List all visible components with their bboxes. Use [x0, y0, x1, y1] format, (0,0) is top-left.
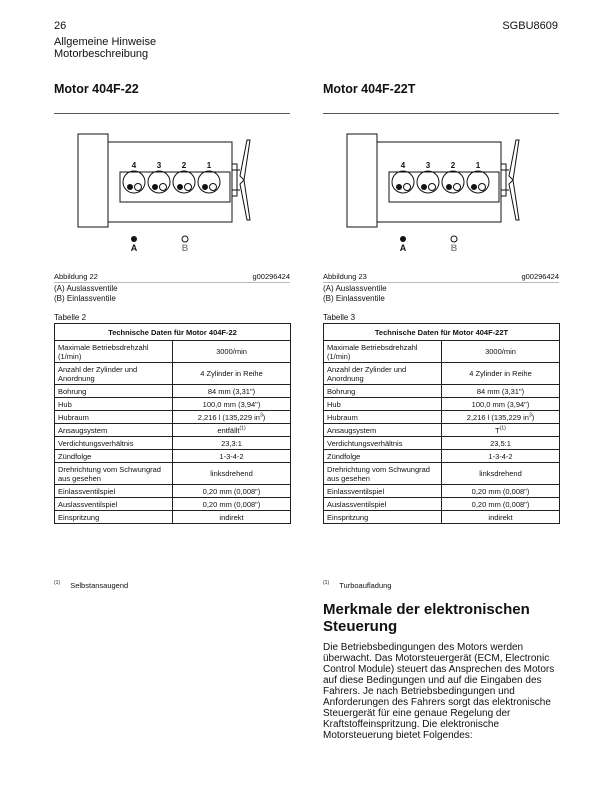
left-intake-valve-2 — [185, 184, 192, 191]
table-row — [55, 485, 291, 498]
spec-value — [442, 424, 560, 437]
table-row — [324, 398, 560, 411]
table-row — [324, 385, 560, 398]
spec-value-text: T — [495, 425, 500, 435]
page-number: 26 — [54, 20, 67, 32]
right-exhaust-valve-1 — [471, 184, 477, 190]
spec-value-text: 100,0 mm (3,94") — [202, 399, 261, 409]
right-table-label: Tabelle 3 — [323, 313, 356, 322]
right-engine-title: Motor 404F-22T — [323, 82, 416, 96]
spec-label: Hub — [324, 398, 442, 411]
right-cylinder-number-1: 1 — [475, 161, 481, 170]
table-row — [55, 511, 291, 524]
left-table-header: Technische Daten für Motor 404F-22 — [55, 324, 291, 341]
spec-value — [173, 450, 291, 463]
right-cylinder-3 — [417, 171, 439, 193]
spec-value-text: entfällt — [217, 425, 240, 435]
spec-value-text: linksdrehend — [479, 469, 522, 478]
spec-value-suffix: ) — [262, 412, 266, 422]
table-row — [55, 385, 291, 398]
spec-value-text: 0,20 mm (0,008") — [202, 486, 261, 496]
right-title-rule — [323, 113, 559, 114]
spec-value — [173, 437, 291, 450]
spec-value-text: 4 Zylinder in Reihe — [200, 369, 263, 378]
left-legend-a-symbol — [131, 236, 137, 242]
right-valve-diagram — [323, 118, 559, 270]
spec-label: Ansaugsystem — [324, 424, 442, 437]
spec-value-text: 4 Zylinder in Reihe — [469, 369, 532, 378]
table-row — [324, 363, 560, 385]
right-footnote — [323, 580, 391, 590]
table-row — [55, 363, 291, 385]
spec-value-text: 3000/min — [216, 347, 247, 356]
electronic-control-heading-line1: Merkmale der elektronischen — [323, 601, 530, 618]
left-intake-valve-3 — [160, 184, 167, 191]
spec-value — [173, 511, 291, 524]
table-row — [55, 424, 291, 437]
left-cylinder-number-3: 3 — [156, 161, 162, 170]
right-cylinder-2 — [442, 171, 464, 193]
left-table-label: Tabelle 2 — [54, 313, 87, 322]
left-label-a: A — [130, 243, 138, 253]
spec-value-superscript: (1) — [239, 425, 246, 431]
spec-value-text: 0,20 mm (0,008") — [202, 499, 261, 509]
right-label-b: B — [450, 243, 458, 253]
right-fan-blade-lower — [509, 180, 519, 220]
spec-label: Maximale Betriebsdrehzahl (1/min) — [55, 341, 173, 363]
left-figure-id: g00296424 — [252, 272, 290, 281]
spec-value-text: 23,5:1 — [490, 438, 511, 448]
left-footnote — [54, 580, 128, 590]
left-legend-b-symbol — [182, 236, 188, 242]
spec-label: Einlassventilspiel — [324, 485, 442, 498]
left-table-body — [55, 341, 291, 524]
left-title-rule — [54, 113, 290, 114]
spec-value-suffix: ) — [531, 412, 535, 422]
right-cylinder-number-3: 3 — [425, 161, 431, 170]
left-cylinder-4 — [123, 171, 145, 193]
left-fan-blade-lower — [240, 180, 250, 220]
spec-value-text: indirekt — [488, 512, 513, 522]
left-engine-title: Motor 404F-22 — [54, 82, 139, 96]
left-label-b: B — [181, 243, 189, 253]
spec-label: Bohrung — [55, 385, 173, 398]
spec-value — [173, 463, 291, 485]
right-label-a: A — [399, 243, 407, 253]
left-exhaust-valve-3 — [152, 184, 158, 190]
left-cylinder-number-4: 4 — [131, 161, 137, 170]
table-row — [55, 411, 291, 424]
right-exhaust-valve-4 — [396, 184, 402, 190]
table-row — [324, 485, 560, 498]
right-table-body — [324, 341, 560, 524]
spec-label: Verdichtungsverhältnis — [324, 437, 442, 450]
spec-label: Einlassventilspiel — [55, 485, 173, 498]
left-intake-valve-1 — [210, 184, 217, 191]
spec-label: Anzahl der Zylinder und Anordnung — [324, 363, 442, 385]
spec-value — [442, 341, 560, 363]
spec-label: Ansaugsystem — [55, 424, 173, 437]
spec-value-superscript: 3 — [259, 412, 263, 418]
spec-value-text: 3000/min — [485, 347, 516, 356]
table-row — [55, 437, 291, 450]
spec-label: Auslassventilspiel — [324, 498, 442, 511]
spec-label: Anzahl der Zylinder und Anordnung — [55, 363, 173, 385]
right-intake-valve-1 — [479, 184, 486, 191]
spec-value — [173, 363, 291, 385]
spec-value-text: indirekt — [219, 512, 244, 522]
spec-label: Maximale Betriebsdrehzahl (1/min) — [324, 341, 442, 363]
right-cylinder-4 — [392, 171, 414, 193]
spec-label: Auslassventilspiel — [55, 498, 173, 511]
right-block-left-part — [347, 134, 377, 227]
left-exhaust-valve-1 — [202, 184, 208, 190]
spec-label: Drehrichtung vom Schwungrad aus gesehen — [324, 463, 442, 485]
table-row — [55, 398, 291, 411]
left-footnote-marker: (1) — [54, 580, 61, 586]
spec-value-text: 100,0 mm (3,94") — [471, 399, 530, 409]
right-cylinder-number-4: 4 — [400, 161, 406, 170]
left-cylinder-number-1: 1 — [206, 161, 212, 170]
table-row — [324, 498, 560, 511]
spec-value — [173, 485, 291, 498]
spec-label: Drehrichtung vom Schwungrad aus gesehen — [55, 463, 173, 485]
table-row — [324, 437, 560, 450]
left-cylinder-number-2: 2 — [181, 161, 187, 170]
section-heading-line2: Motorbeschreibung — [54, 48, 149, 60]
spec-value-text: 84 mm (3,31") — [207, 386, 256, 396]
right-intake-valve-4 — [404, 184, 411, 191]
spec-value-text: 1-3-4-2 — [219, 451, 244, 461]
table-row — [55, 450, 291, 463]
right-table-header: Technische Daten für Motor 404F-22T — [324, 324, 560, 341]
spec-label: Einspritzung — [324, 511, 442, 524]
document-code: SGBU8609 — [502, 20, 558, 32]
spec-value-text: 0,20 mm (0,008") — [471, 499, 530, 509]
spec-value — [442, 485, 560, 498]
right-exhaust-valve-3 — [421, 184, 427, 190]
table-row — [55, 341, 291, 363]
spec-value — [442, 511, 560, 524]
left-legend-b: (B) Einlassventile — [54, 293, 116, 303]
table-row — [55, 498, 291, 511]
spec-value-text: 84 mm (3,31") — [476, 386, 525, 396]
right-intake-valve-2 — [454, 184, 461, 191]
right-spec-table — [323, 323, 560, 524]
spec-label: Zündfolge — [324, 450, 442, 463]
table-row — [324, 424, 560, 437]
right-legend-a: (A) Auslassventile — [323, 284, 387, 293]
spec-value — [173, 341, 291, 363]
right-legend-b-symbol — [451, 236, 457, 242]
left-caption-rule — [54, 282, 290, 283]
spec-value — [442, 398, 560, 411]
left-exhaust-valve-2 — [177, 184, 183, 190]
left-intake-valve-4 — [135, 184, 142, 191]
spec-label: Einspritzung — [55, 511, 173, 524]
electronic-control-heading-line2: Steuerung — [323, 618, 398, 635]
left-exhaust-valve-4 — [127, 184, 133, 190]
table-row — [324, 411, 560, 424]
right-exhaust-valve-2 — [446, 184, 452, 190]
spec-label: Verdichtungsverhältnis — [55, 437, 173, 450]
right-caption-rule — [323, 282, 559, 283]
right-cylinder-1 — [467, 171, 489, 193]
left-cylinder-1 — [198, 171, 220, 193]
electronic-control-paragraph: Die Betriebsbedingungen des Motors werden überwacht. Das Motorsteuergerät (ECM, Electronic Control Module) steuert das Ansprechen des Motors auf diese Bedingungen und auf die Eingaben des Fahrers. Je nach Betriebsbedingungen und Anforderungen des Fahrers sorgt das elektronische Steuergerät für eine genaue Regelung der Kraftstoffeinspritzung. Die elektronische Motorsteuerung bietet Folgendes: — [323, 642, 555, 741]
spec-value — [173, 498, 291, 511]
spec-value — [173, 424, 291, 437]
spec-value-text: 2,216 l (135,229 in — [197, 412, 260, 422]
left-spec-table — [54, 323, 291, 524]
left-footnote-text: Selbstansaugend — [70, 580, 129, 590]
spec-value-text: 23,3:1 — [221, 438, 242, 448]
spec-value — [442, 450, 560, 463]
table-row — [324, 341, 560, 363]
left-cylinder-2 — [173, 171, 195, 193]
spec-value-text: 1-3-4-2 — [488, 451, 513, 461]
right-figure-id: g00296424 — [521, 272, 559, 281]
spec-value-superscript: 3 — [528, 412, 532, 418]
spec-value — [173, 398, 291, 411]
spec-value-text: 0,20 mm (0,008") — [471, 486, 530, 496]
spec-value — [442, 411, 560, 424]
left-block-left-part — [78, 134, 108, 227]
spec-value-text: 2,216 l (135,229 in — [466, 412, 529, 422]
right-legend-a-symbol — [400, 236, 406, 242]
spec-label: Hubraum — [55, 411, 173, 424]
spec-label: Bohrung — [324, 385, 442, 398]
right-footnote-text: Turboaufladung — [339, 580, 392, 590]
left-figure-legend — [54, 284, 118, 303]
right-intake-valve-3 — [429, 184, 436, 191]
spec-value — [173, 411, 291, 424]
right-figure-caption — [323, 272, 559, 281]
spec-value — [442, 437, 560, 450]
spec-value — [442, 385, 560, 398]
table-row — [55, 463, 291, 485]
left-figure-caption — [54, 272, 290, 281]
table-row — [324, 450, 560, 463]
right-fan-blade-upper — [509, 140, 519, 180]
spec-value — [442, 498, 560, 511]
left-fan-blade-upper — [240, 140, 250, 180]
table-row — [324, 463, 560, 485]
spec-label: Zündfolge — [55, 450, 173, 463]
spec-value — [442, 463, 560, 485]
left-cylinder-3 — [148, 171, 170, 193]
table-row — [324, 511, 560, 524]
spec-value-text: linksdrehend — [210, 469, 253, 478]
right-figure-number: Abbildung 23 — [323, 272, 367, 281]
section-heading-line1: Allgemeine Hinweise — [54, 36, 157, 48]
electronic-control-heading — [323, 601, 563, 635]
spec-value — [173, 385, 291, 398]
spec-value-superscript: (1) — [499, 425, 506, 431]
left-valve-diagram — [54, 118, 290, 270]
spec-label: Hub — [55, 398, 173, 411]
left-legend-a: (A) Auslassventile — [54, 284, 118, 293]
right-cylinder-number-2: 2 — [450, 161, 456, 170]
spec-value — [442, 363, 560, 385]
right-figure-legend — [323, 284, 387, 303]
spec-label: Hubraum — [324, 411, 442, 424]
right-legend-b: (B) Einlassventile — [323, 293, 385, 303]
left-figure-number: Abbildung 22 — [54, 272, 98, 281]
right-footnote-marker: (1) — [323, 580, 330, 586]
